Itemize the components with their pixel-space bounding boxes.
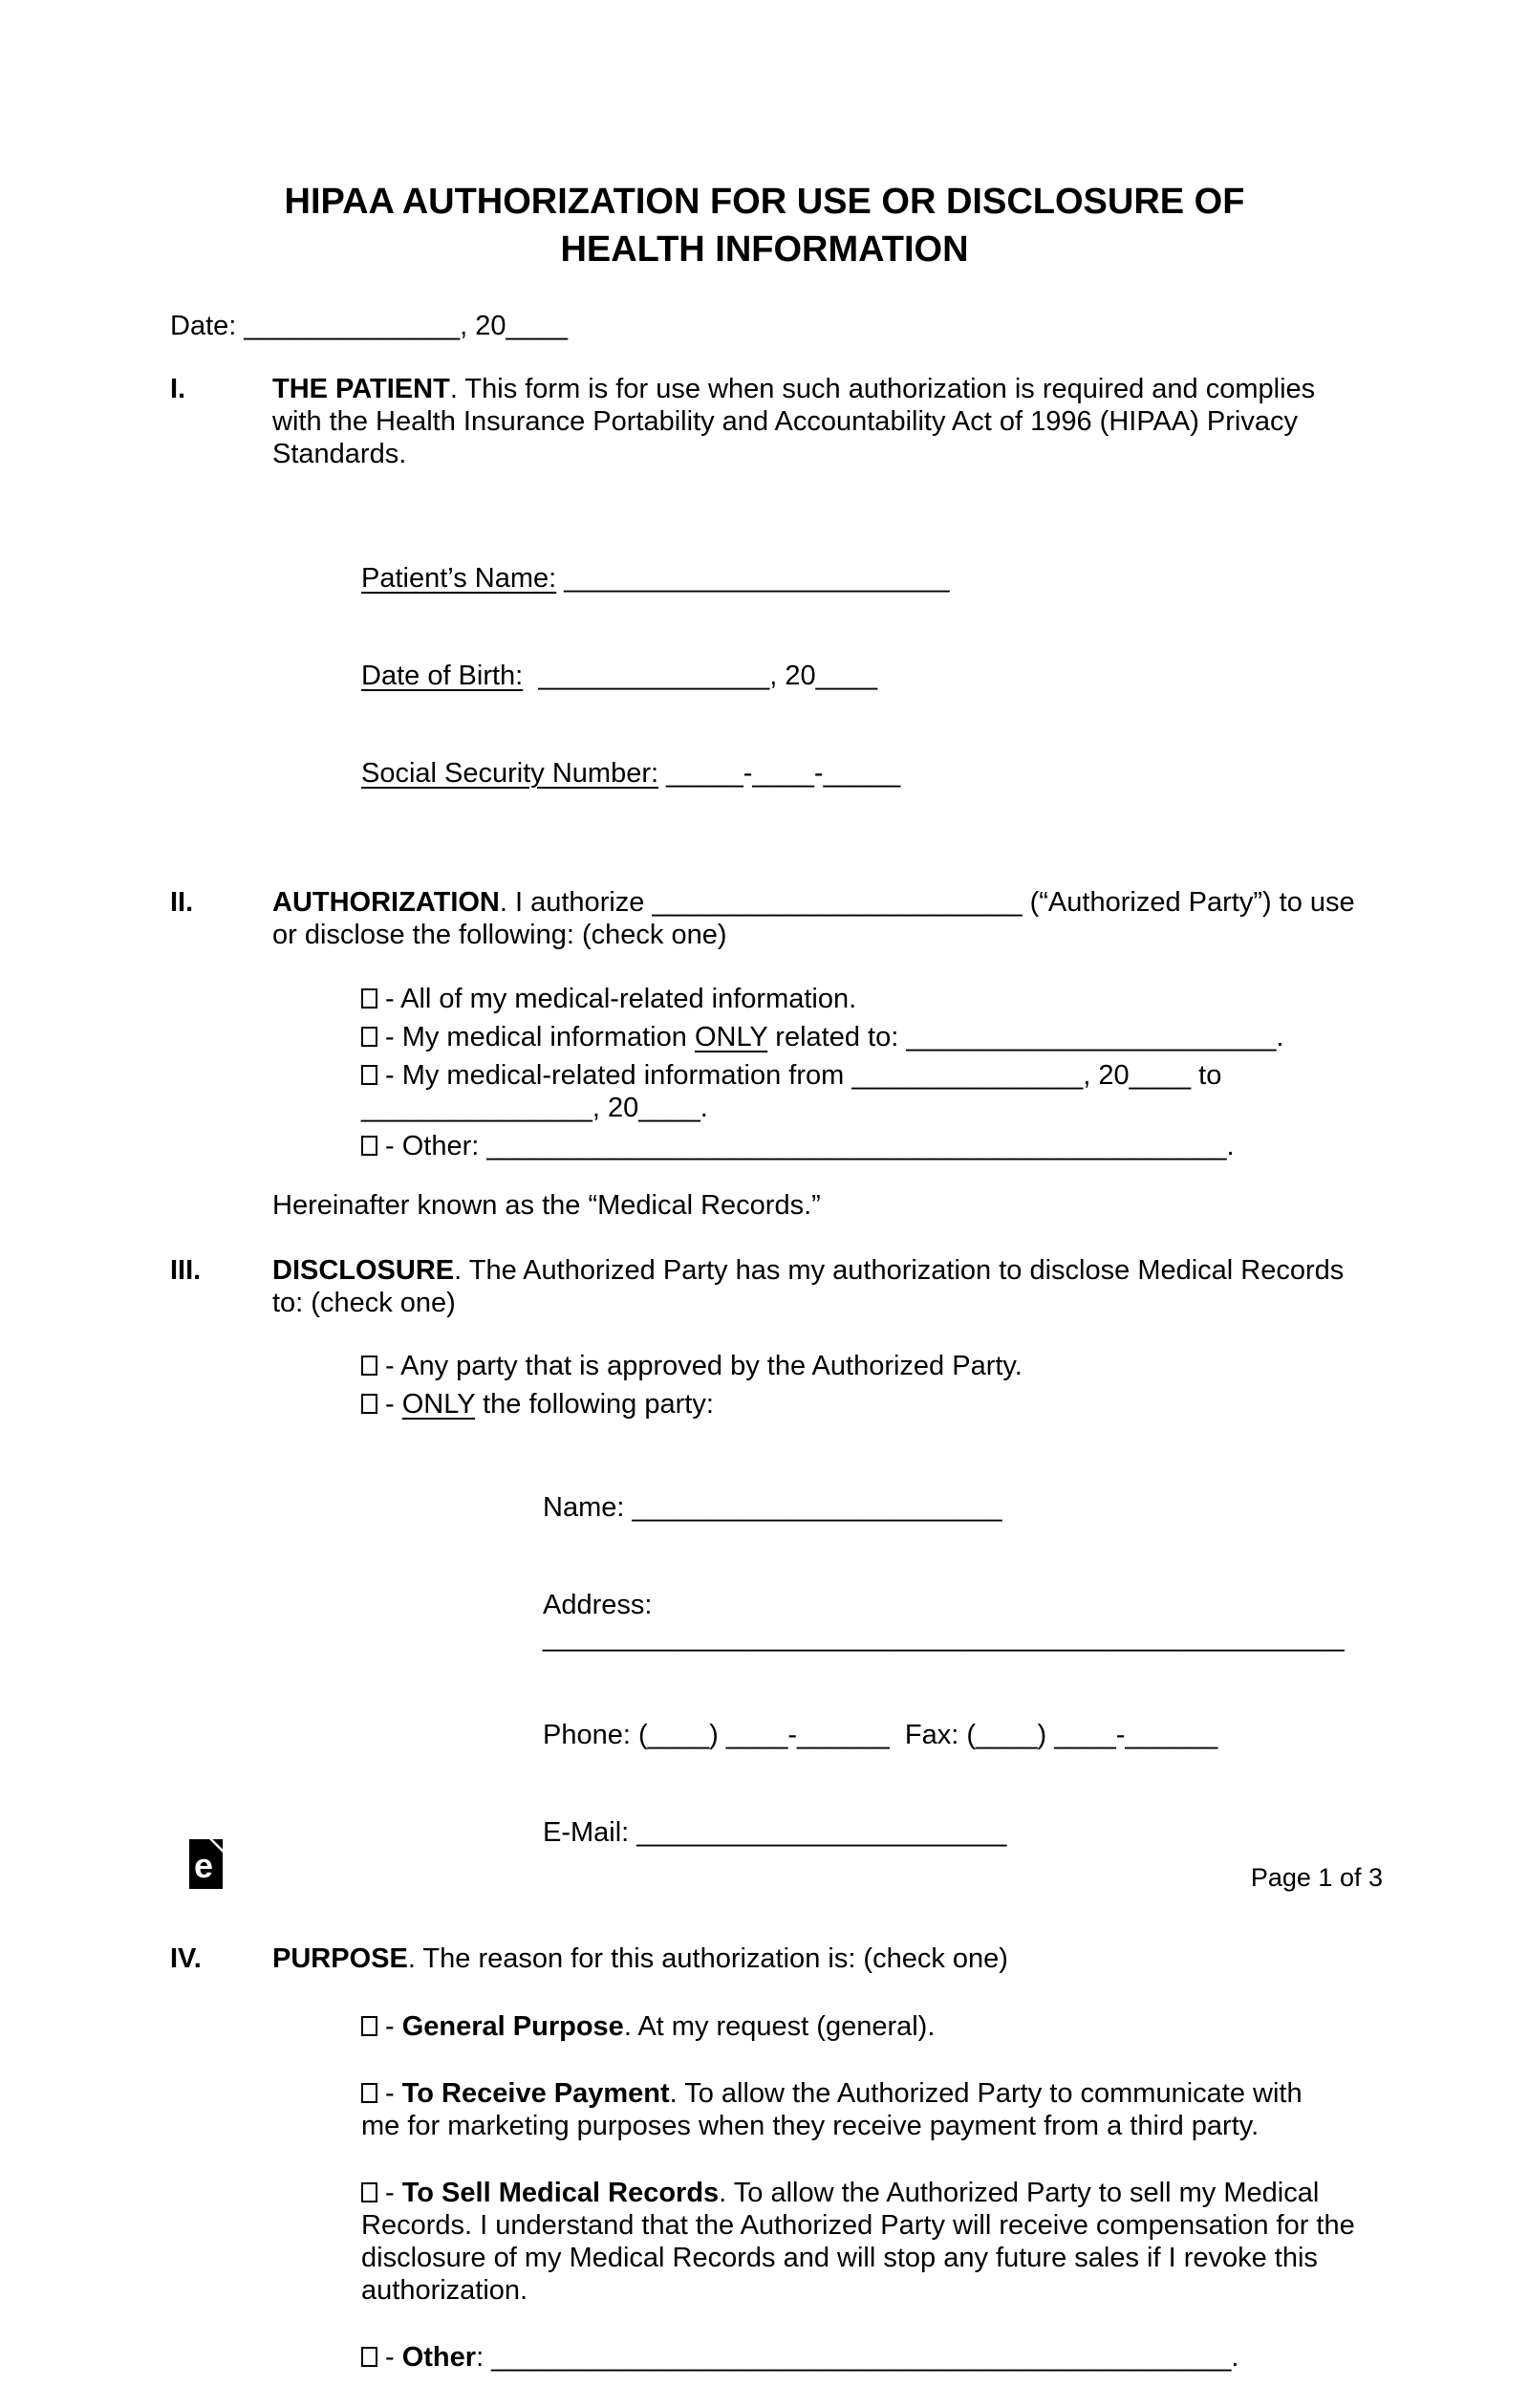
section-1-line1: . This form is for use when such authorization is required and complies <box>449 374 1316 404</box>
date-range-line2: _______________, 20____. <box>361 1093 708 1123</box>
checkbox-label-other-info: - Other: ________________________________________________. <box>385 1131 1235 1161</box>
section-3-content <box>272 1254 1405 1914</box>
hereinafter-note: Hereinafter known as the “Medical Records.” <box>272 1190 821 1221</box>
section-2-line1: . I authorize ________________________ (“Authorized Party”) to use <box>499 887 1355 918</box>
checkbox-item-any-approved-party <box>361 1350 1405 1382</box>
checkbox-item-date-range-info <box>361 1059 1405 1124</box>
party-email-field-line: E-Mail: ________________________ <box>543 1817 1007 1848</box>
checkbox-all-medical-info[interactable] <box>361 988 377 1009</box>
general-purpose-dash: - <box>385 2011 402 2042</box>
section-4-content <box>272 1942 1405 2408</box>
section-2-heading: AUTHORIZATION <box>272 887 500 918</box>
only-related-underlined-word: ONLY <box>694 1022 768 1052</box>
patient-fields <box>361 497 1405 855</box>
section-1-heading: THE PATIENT <box>272 374 450 404</box>
disclosure-options <box>361 1350 1405 1914</box>
receive-payment-line2: me for marketing purposes when they receive payment from a third party. <box>361 2111 1260 2141</box>
form-title-line2: HEALTH INFORMATION <box>560 229 969 270</box>
section-purpose <box>170 1942 1405 2408</box>
section-3-numeral: III. <box>170 1255 202 1286</box>
checkbox-any-approved-party[interactable] <box>361 1356 377 1376</box>
checkbox-item-only-related-info <box>361 1021 1405 1053</box>
other-purpose-blank: : ________________________________________________. <box>476 2342 1239 2373</box>
section-1-line2: with the Health Insurance Portability and Accountability Act of 1996 (HIPAA) Privacy <box>272 406 1298 437</box>
party-contact-fields <box>543 1426 1405 1914</box>
logo-letter: e <box>194 1846 214 1885</box>
receive-payment-label: To Receive Payment <box>401 2078 670 2109</box>
date-of-birth-field-line <box>361 660 1405 692</box>
checkbox-only-following-party[interactable] <box>361 1394 377 1414</box>
checkbox-item-all-medical-info <box>361 983 1405 1015</box>
checkbox-item-other-info <box>361 1130 1405 1162</box>
date-of-birth-blank: _______________, 20____ <box>523 661 878 691</box>
section-4-paragraph <box>272 1942 1405 1975</box>
date-range-line1: - My medical-related information from _______________, 20____ to <box>385 1060 1222 1091</box>
only-party-underlined-word: ONLY <box>401 1389 476 1420</box>
section-the-patient <box>170 373 1405 855</box>
other-purpose-dash: - <box>385 2342 402 2373</box>
checkbox-other-purpose[interactable] <box>361 2347 377 2367</box>
checkbox-only-related-info[interactable] <box>361 1027 377 1047</box>
section-disclosure <box>170 1254 1405 1914</box>
document-page-icon <box>189 1839 223 1889</box>
checkbox-item-receive-payment <box>361 2077 1405 2142</box>
receive-payment-dash: - <box>385 2078 402 2109</box>
section-4-heading: PURPOSE <box>272 1943 408 1974</box>
sell-records-line4: authorization. <box>361 2275 528 2306</box>
patient-name-field-line <box>361 562 1405 595</box>
checkbox-item-other-purpose <box>361 2341 1405 2374</box>
section-2-content <box>272 886 1405 1222</box>
sell-records-line2: Records. I understand that the Authorized Party will receive compensation for the <box>361 2210 1355 2241</box>
section-4-line1: . The reason for this authorization is: (check one) <box>407 1943 1008 1974</box>
checkbox-sell-medical-records[interactable] <box>361 2182 377 2202</box>
sell-records-line3: disclosure of my Medical Records and will stop any future sales if I revoke this <box>361 2243 1318 2273</box>
section-3-line2: to: (check one) <box>272 1288 456 1318</box>
section-2-line2: or disclose the following: (check one) <box>272 920 727 950</box>
patient-name-label: Patient’s Name: <box>361 563 557 594</box>
receive-payment-line1: . To allow the Authorized Party to communicate with <box>669 2078 1303 2109</box>
section-3-line1: . The Authorized Party has my authorization to disclose Medical Records <box>454 1255 1345 1286</box>
general-purpose-text: . At my request (general). <box>623 2011 936 2042</box>
section-2-paragraph <box>272 886 1405 951</box>
ssn-label: Social Security Number: <box>361 758 659 789</box>
section-3-heading: DISCLOSURE <box>272 1255 455 1286</box>
eforms-logo <box>189 1839 223 1897</box>
other-purpose-label: Other <box>401 2342 477 2373</box>
checkbox-general-purpose[interactable] <box>361 2016 377 2036</box>
only-party-pre: - <box>385 1389 402 1420</box>
checkbox-date-range-info[interactable] <box>361 1065 377 1085</box>
section-1-content <box>272 373 1405 855</box>
section-2-numeral: II. <box>170 887 194 918</box>
only-related-pre: - My medical information <box>385 1022 695 1052</box>
authorization-options <box>361 983 1405 1162</box>
section-1-numeral: I. <box>170 374 186 404</box>
only-related-post: related to: ________________________. <box>767 1022 1284 1052</box>
sell-records-label: To Sell Medical Records <box>401 2178 720 2208</box>
checkbox-receive-payment[interactable] <box>361 2083 377 2103</box>
section-4-numeral: IV. <box>170 1943 202 1974</box>
purpose-options <box>361 2010 1405 2374</box>
form-title <box>0 0 1529 273</box>
party-phone-fax-field-line: Phone: (____) ____-______ Fax: (____) ____-______ <box>543 1720 1218 1750</box>
checkbox-label-all-medical-info: - All of my medical-related information. <box>385 984 857 1014</box>
sell-records-dash: - <box>385 2178 402 2208</box>
checkbox-label-any-approved-party: - Any party that is approved by the Authorized Party. <box>385 1351 1023 1381</box>
checkbox-item-sell-medical-records <box>361 2177 1405 2307</box>
date-field-line: Date: ______________, 20____ <box>170 311 569 341</box>
page-number: Page 1 of 3 <box>1250 1863 1383 1892</box>
ssn-blank: _____-____-_____ <box>658 758 901 789</box>
checkbox-item-only-following-party <box>361 1388 1405 1421</box>
only-party-post: the following party: <box>475 1389 714 1420</box>
party-address-field-line: Address: ____________________________________________________ <box>543 1590 1345 1653</box>
general-purpose-label: General Purpose <box>401 2011 624 2042</box>
patient-name-blank: _________________________ <box>556 563 950 594</box>
ssn-field-line <box>361 757 1405 790</box>
section-authorization <box>170 886 1405 1222</box>
section-1-line3: Standards. <box>272 439 407 469</box>
party-name-field-line: Name: ________________________ <box>543 1492 1002 1523</box>
checkbox-item-general-purpose <box>361 2010 1405 2043</box>
date-of-birth-label: Date of Birth: <box>361 661 524 691</box>
section-3-paragraph <box>272 1254 1405 1319</box>
checkbox-other-info[interactable] <box>361 1136 377 1156</box>
section-1-paragraph <box>272 373 1405 470</box>
form-title-line1: HIPAA AUTHORIZATION FOR USE OR DISCLOSURE OF <box>284 182 1245 222</box>
sell-records-line1: . To allow the Authorized Party to sell my Medical <box>719 2178 1320 2208</box>
